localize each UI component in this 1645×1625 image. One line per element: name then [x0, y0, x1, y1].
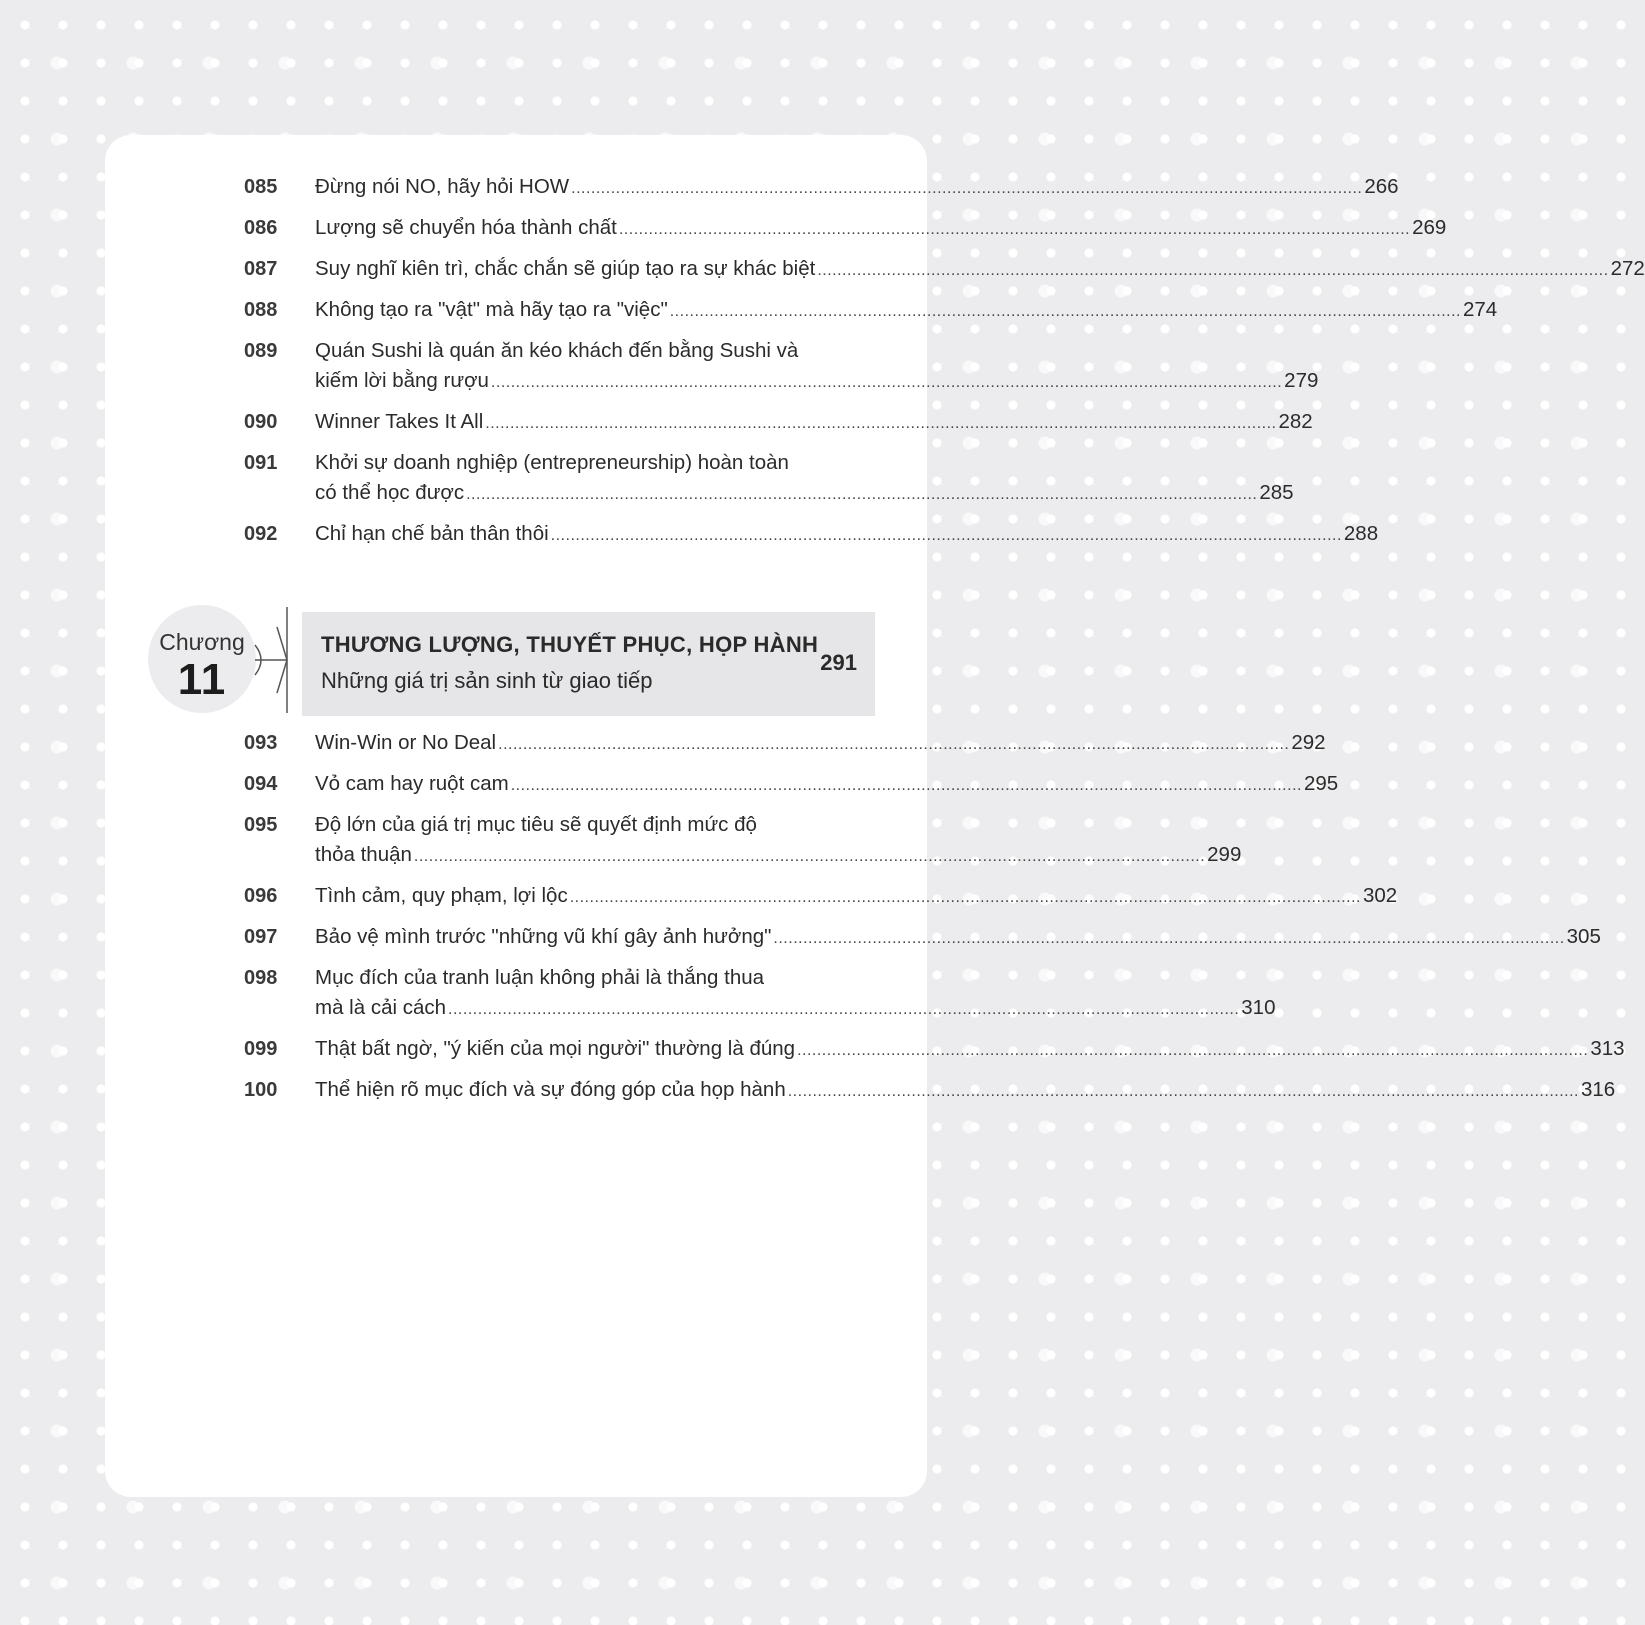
entry-title-line: [315, 993, 1276, 1025]
entry-page: 274: [1462, 298, 1498, 321]
entry-title: Mục đích của tranh luận không phải là thắng thua: [315, 966, 765, 989]
entry-title: Suy nghĩ kiên trì, chắc chắn sẽ giúp tạo ra sự khác biệt: [315, 257, 816, 280]
dot-leader: ................................................................................................................................................................: [669, 303, 1461, 320]
chapter-header: [105, 605, 927, 715]
entry-title-line: [315, 295, 1498, 327]
entry-page: 282: [1278, 410, 1313, 433]
entry-page: 292: [1291, 731, 1326, 754]
entry-title-line: [315, 519, 1379, 551]
entry-title: thỏa thuận: [315, 843, 412, 866]
entry-number: 086: [244, 217, 278, 239]
dot-leader: ................................................................................................................................................................: [448, 1001, 1240, 1018]
entry-title: Thật bất ngờ, "ý kiến của mọi người" thường là đúng: [315, 1037, 796, 1060]
entry-title: Bảo vệ mình trước "những vũ khí gây ảnh hưởng": [315, 925, 772, 948]
entry-title-line: [315, 366, 1319, 398]
entry-number: 092: [244, 523, 278, 545]
entry-title-line: [315, 728, 1326, 760]
entry-number: 098: [244, 967, 278, 989]
entry-title-line: [315, 769, 1339, 801]
dot-leader: ................................................................................................................................................................: [466, 486, 1258, 503]
entry-title-line: [315, 963, 869, 993]
chapter-title: THƯƠNG LƯỢNG, THUYẾT PHỤC, HỌP HÀNH: [321, 632, 819, 657]
entry-page: 302: [1362, 884, 1398, 907]
entry-number: 088: [244, 299, 278, 321]
entry-title: Quán Sushi là quán ăn kéo khách đến bằng Sushi và: [315, 339, 799, 362]
chapter-subtitle: Những giá trị sản sinh từ giao tiếp: [321, 668, 653, 693]
entry-number: 097: [244, 926, 278, 948]
page-card: [105, 135, 1645, 1497]
entry-title: kiếm lời bằng rượu: [315, 369, 489, 392]
entry-title-line: [315, 213, 1447, 245]
entry-number: 091: [244, 452, 278, 474]
entry-page: 313: [1590, 1037, 1625, 1060]
chapter-page: 291: [820, 650, 857, 675]
entry-title: mà là cải cách: [315, 996, 447, 1019]
dot-leader: ................................................................................................................................................................: [550, 527, 1342, 544]
chapter-word: Chương: [159, 629, 245, 655]
entry-number: 099: [244, 1038, 278, 1060]
entry-title: Tình cảm, quy phạm, lợi lộc: [315, 884, 568, 907]
entry-page: 316: [1580, 1078, 1616, 1101]
entry-title: Win-Win or No Deal: [315, 731, 497, 754]
entry-page: 269: [1412, 216, 1447, 239]
entry-page: 288: [1343, 522, 1379, 545]
entry-title-line: [315, 254, 1645, 286]
entry-title: Thể hiện rõ mục đích và sự đóng góp của họp hành: [315, 1078, 786, 1101]
entry-page: 272: [1610, 257, 1645, 280]
entry-page: 299: [1207, 843, 1242, 866]
dot-leader: ................................................................................................................................................................: [413, 848, 1206, 865]
dot-leader: ................................................................................................................................................................: [498, 736, 1290, 753]
entry-number: 087: [244, 258, 278, 280]
entry-title-line: [315, 407, 1313, 439]
entry-number: 093: [244, 732, 278, 754]
chapter-badge: [148, 605, 256, 713]
entry-page: 305: [1566, 925, 1601, 948]
entry-page: 285: [1259, 481, 1294, 504]
entry-title: Chỉ hạn chế bản thân thôi: [315, 522, 549, 545]
dot-leader: ................................................................................................................................................................: [797, 1042, 1589, 1059]
entry-title-line: [315, 1034, 1625, 1066]
entry-number: 090: [244, 411, 278, 433]
dot-leader: ................................................................................................................................................................: [569, 889, 1361, 906]
entry-title: Winner Takes It All: [315, 410, 484, 433]
dot-leader: ................................................................................................................................................................: [571, 180, 1363, 197]
entry-title: có thể học được: [315, 481, 465, 504]
dot-leader: ................................................................................................................................................................: [787, 1083, 1579, 1100]
entry-number: 085: [244, 176, 278, 198]
dot-leader: ................................................................................................................................................................: [618, 221, 1411, 238]
entry-title-line: [315, 172, 1399, 204]
entry-page: 295: [1303, 772, 1339, 795]
entry-title-line: [315, 810, 869, 840]
dot-leader: ................................................................................................................................................................: [490, 374, 1283, 391]
entry-number: 100: [244, 1079, 278, 1101]
entry-title-line: [315, 336, 869, 366]
dot-leader: ................................................................................................................................................................: [510, 777, 1302, 794]
entry-number: 096: [244, 885, 278, 907]
entry-title-line: [315, 881, 1398, 913]
entry-page: 266: [1364, 175, 1399, 198]
entry-page: 279: [1284, 369, 1319, 392]
entry-title: Đừng nói NO, hãy hỏi HOW: [315, 175, 570, 198]
entry-number: 089: [244, 340, 278, 362]
entry-title-line: [315, 448, 869, 478]
entry-title: Lượng sẽ chuyển hóa thành chất: [315, 216, 617, 239]
entry-title-line: [315, 1075, 1616, 1107]
entry-title: Độ lớn của giá trị mục tiêu sẽ quyết định mức độ: [315, 813, 757, 836]
entry-title: Không tạo ra "vật" mà hãy tạo ra "việc": [315, 298, 668, 321]
dot-leader: ................................................................................................................................................................: [485, 415, 1277, 432]
entry-title: Vỏ cam hay ruột cam: [315, 772, 509, 795]
chapter-title-box: [302, 612, 875, 716]
entry-title-line: [315, 840, 1242, 872]
chapter-bracket-icon: [253, 607, 293, 713]
entry-number: 094: [244, 773, 278, 795]
entry-title: Khởi sự doanh nghiệp (entrepreneurship) hoàn toàn: [315, 451, 789, 474]
entry-page: 310: [1241, 996, 1276, 1019]
entry-title-line: [315, 478, 1294, 510]
entry-number: 095: [244, 814, 278, 836]
dot-leader: ................................................................................................................................................................: [817, 262, 1609, 279]
entry-title-line: [315, 922, 1601, 954]
dot-leader: ................................................................................................................................................................: [773, 930, 1565, 947]
chapter-number: 11: [177, 655, 227, 704]
